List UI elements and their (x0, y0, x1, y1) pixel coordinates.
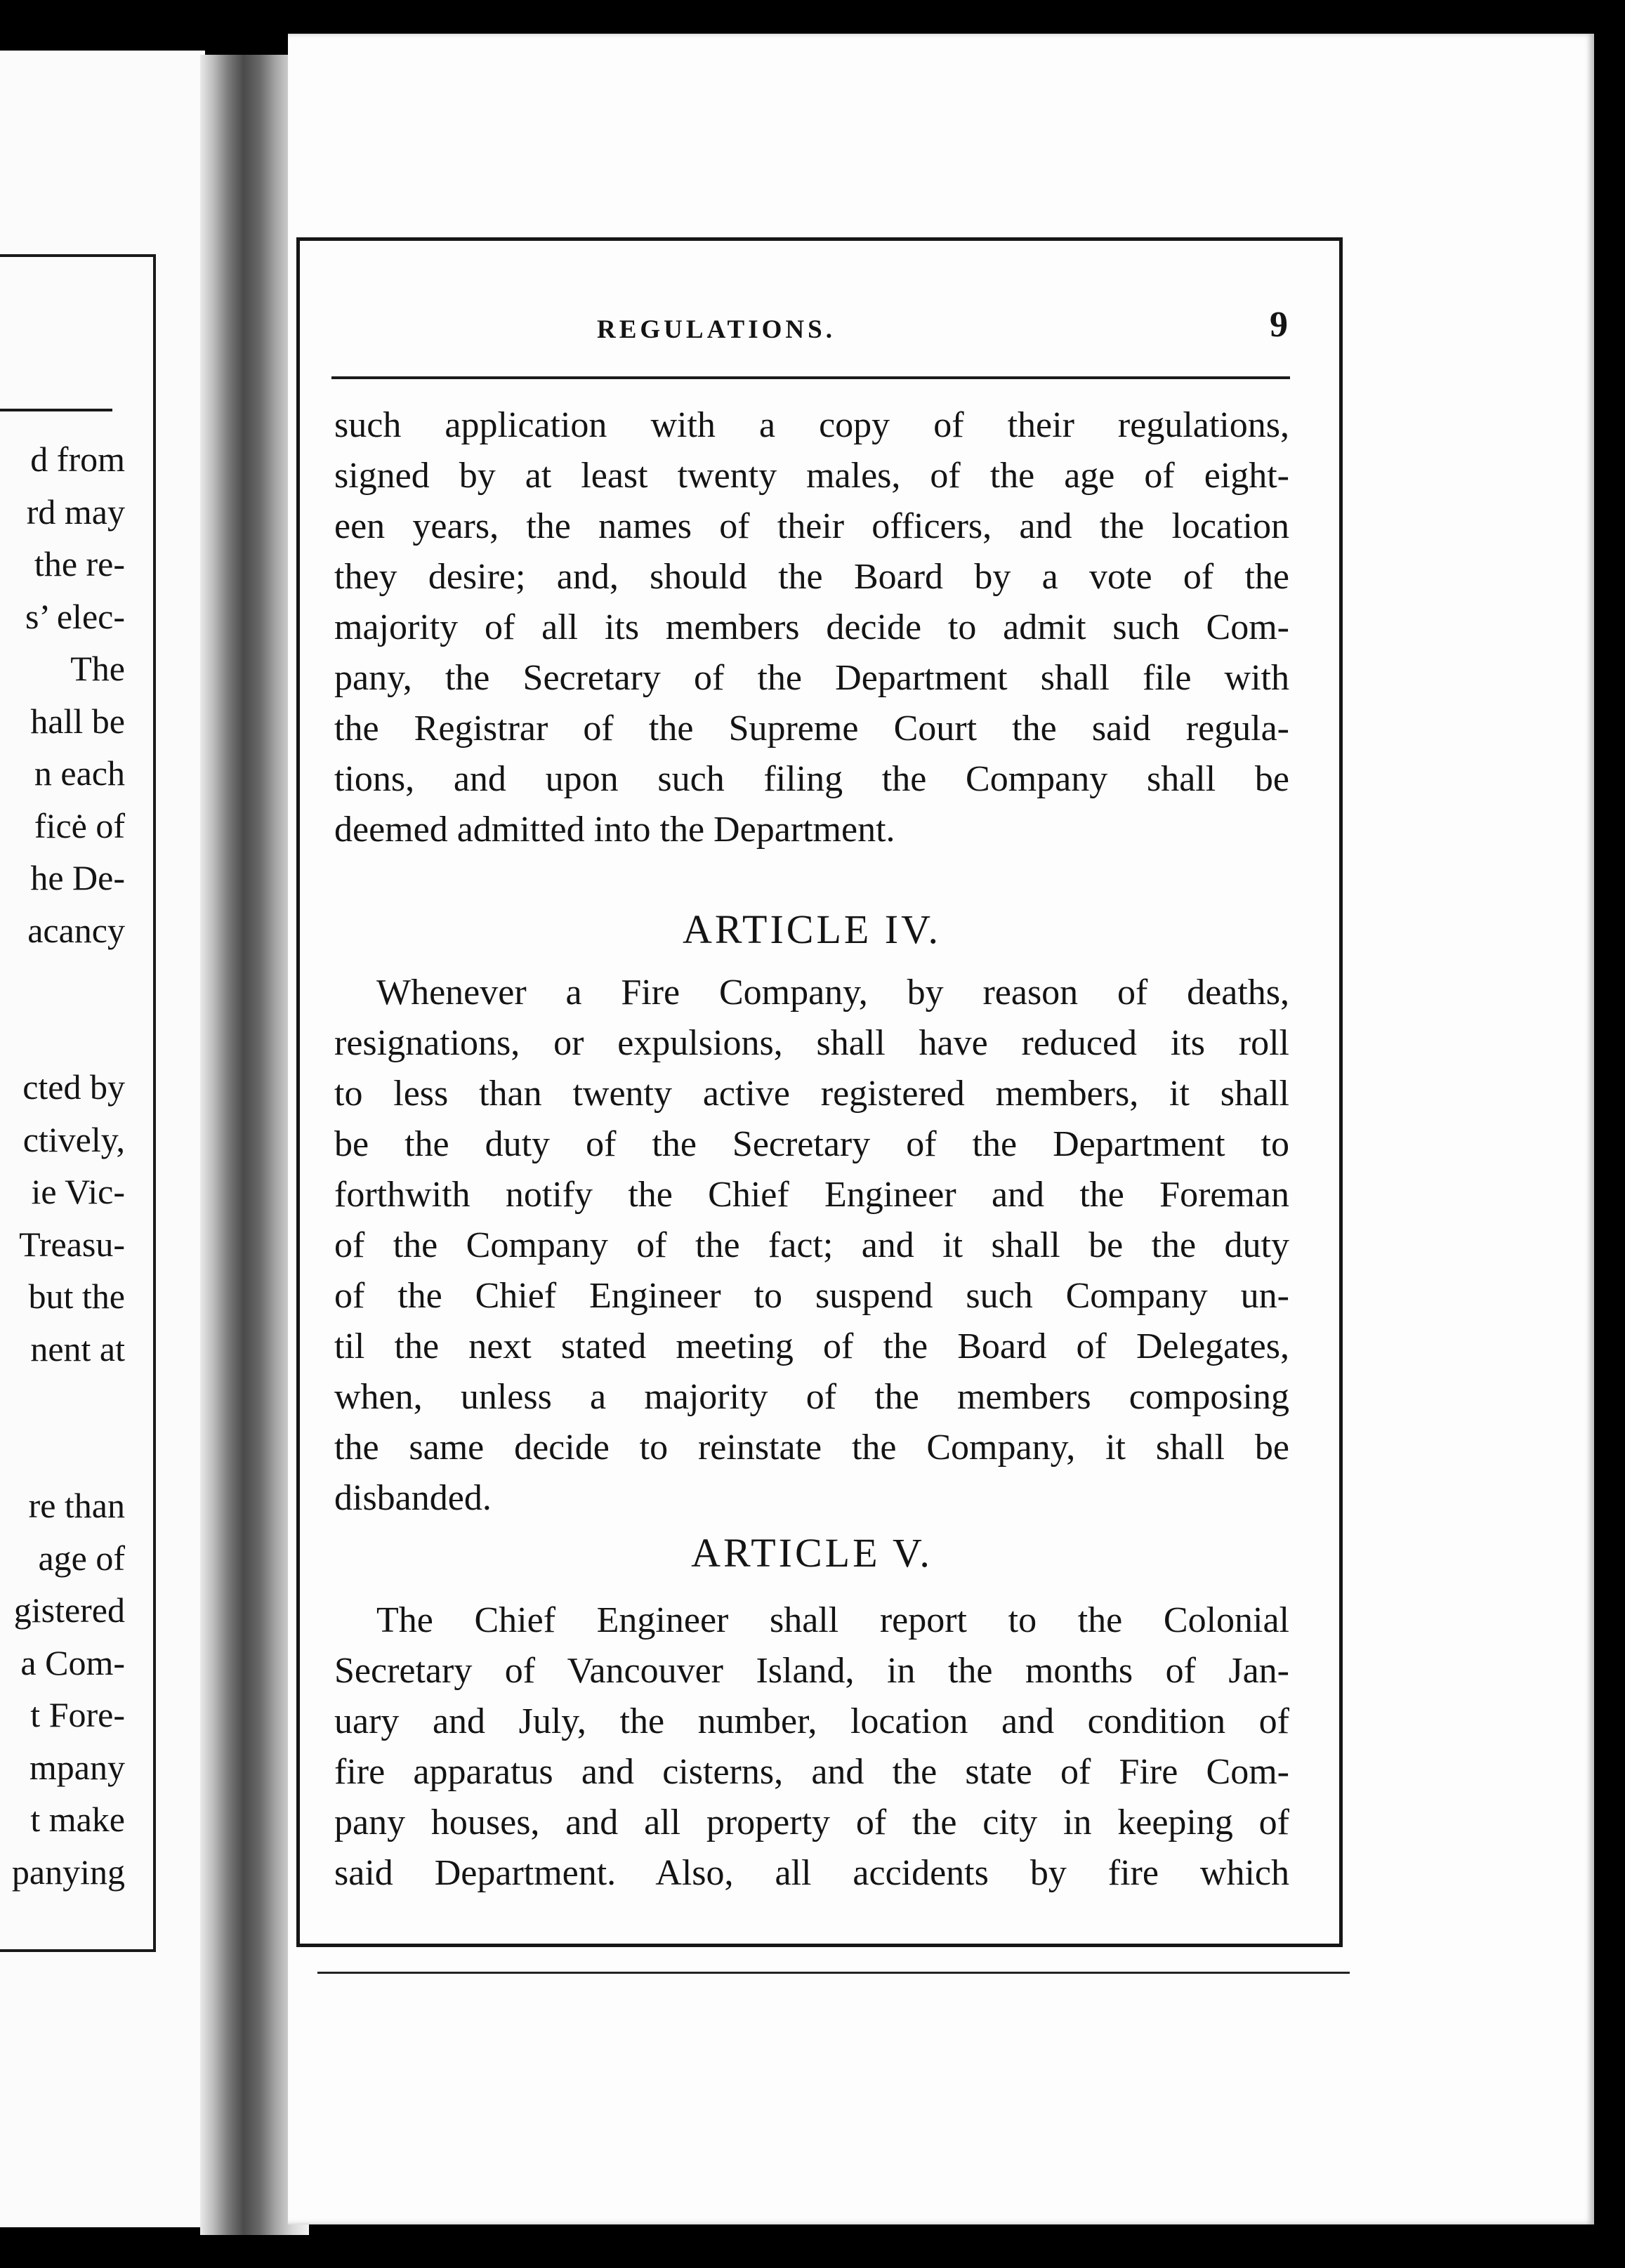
fragment-line: nent at (30, 1329, 125, 1369)
fragment-line: re than (28, 1486, 125, 1525)
text-line: pany, the Secretary of the Department shall file with (334, 658, 1289, 698)
text-line: resignations, or expulsions, shall have reduced its roll (334, 1023, 1289, 1063)
text-line: majority of all its members decide to admit such Com- (334, 607, 1289, 647)
page-number: 9 (1270, 305, 1288, 345)
text-line: een years, the names of their officers, and the location (334, 506, 1289, 546)
fragment-line: d from (30, 440, 125, 479)
text-line: to less than twenty active registered members, it shall (334, 1074, 1289, 1114)
text-line: of the Chief Engineer to suspend such Company un- (334, 1276, 1289, 1316)
text-line: fire apparatus and cisterns, and the state of Fire Com- (334, 1752, 1289, 1792)
fragment-gap (0, 1375, 125, 1479)
fragment-line: the re- (34, 544, 125, 584)
text-line: when, unless a majority of the members composing (334, 1377, 1289, 1417)
fragment-line: he De- (30, 858, 125, 897)
text-line: disbanded. (334, 1478, 492, 1518)
fragment-line: gistered (13, 1590, 125, 1630)
head-rule (331, 376, 1290, 379)
fragment-line: ficė of (34, 805, 125, 845)
fragment-line: The (70, 649, 125, 688)
previous-page (0, 51, 205, 2227)
text-line: the Registrar of the Supreme Court the said regula- (334, 708, 1289, 749)
text-line: Whenever a Fire Company, by reason of deaths, (376, 973, 1289, 1013)
previous-page-head-rule (0, 409, 112, 411)
spacer (334, 955, 1289, 968)
spacer (334, 855, 1289, 904)
page-border-bottom-rule (317, 1972, 1350, 1974)
text-line: til the next stated meeting of the Board of Delegates, (334, 1326, 1289, 1366)
text-line: they desire; and, should the Board by a vote of the (334, 557, 1289, 597)
text-line: such application with a copy of their regulations, (334, 405, 1289, 445)
running-head: REGULATIONS. (597, 315, 836, 344)
text-line: be the duty of the Secretary of the Department to (334, 1124, 1289, 1164)
text-line: deemed admitted into the Department. (334, 810, 895, 850)
text-line: The Chief Engineer shall report to the Colonial (376, 1600, 1289, 1640)
text-line: said Department. Also, all accidents by fire which (334, 1853, 1289, 1893)
previous-page-text-fragments (0, 433, 125, 1898)
fragment-gap (0, 956, 125, 1061)
fragment-line: rd may (26, 492, 125, 532)
spacer (334, 1578, 1289, 1595)
fragment-line: a Com- (20, 1642, 125, 1682)
text-line: forthwith notify the Chief Engineer and the Foreman (334, 1175, 1289, 1215)
article-v-heading: ARTICLE V. (691, 1530, 933, 1576)
fragment-line: n each (34, 753, 125, 793)
text-line: uary and July, the number, location and condition of (334, 1701, 1289, 1741)
fragment-line: mpany (29, 1747, 125, 1787)
fragment-line: acancy (27, 910, 125, 950)
current-page (288, 34, 1594, 2224)
text-line: the same decide to reinstate the Company, it shall be (334, 1428, 1289, 1468)
fragment-line: age of (38, 1538, 125, 1578)
fragment-line: Treasu- (19, 1224, 125, 1264)
text-line: signed by at least twenty males, of the age of eight- (334, 456, 1289, 496)
fragment-line: cted by (22, 1067, 125, 1107)
article-iv-heading: ARTICLE IV. (682, 906, 942, 952)
fragment-line: t Fore- (30, 1695, 125, 1734)
fragment-line: ctively, (22, 1119, 125, 1159)
text-line: tions, and upon such filing the Company shall be (334, 759, 1289, 799)
fragment-line: ie Vic- (31, 1172, 125, 1211)
fragment-line: but the (28, 1277, 125, 1316)
fragment-line: t make (30, 1800, 125, 1839)
text-line: Secretary of Vancouver Island, in the months of Jan- (334, 1651, 1289, 1691)
fragment-line: panying (11, 1852, 125, 1892)
page-body (334, 400, 1289, 1899)
text-line: pany houses, and all property of the city in keeping of (334, 1802, 1289, 1842)
fragment-line: s’ elec- (25, 596, 125, 636)
fragment-line: hall be (30, 701, 125, 741)
text-line: of the Company of the fact; and it shall be the duty (334, 1225, 1289, 1265)
